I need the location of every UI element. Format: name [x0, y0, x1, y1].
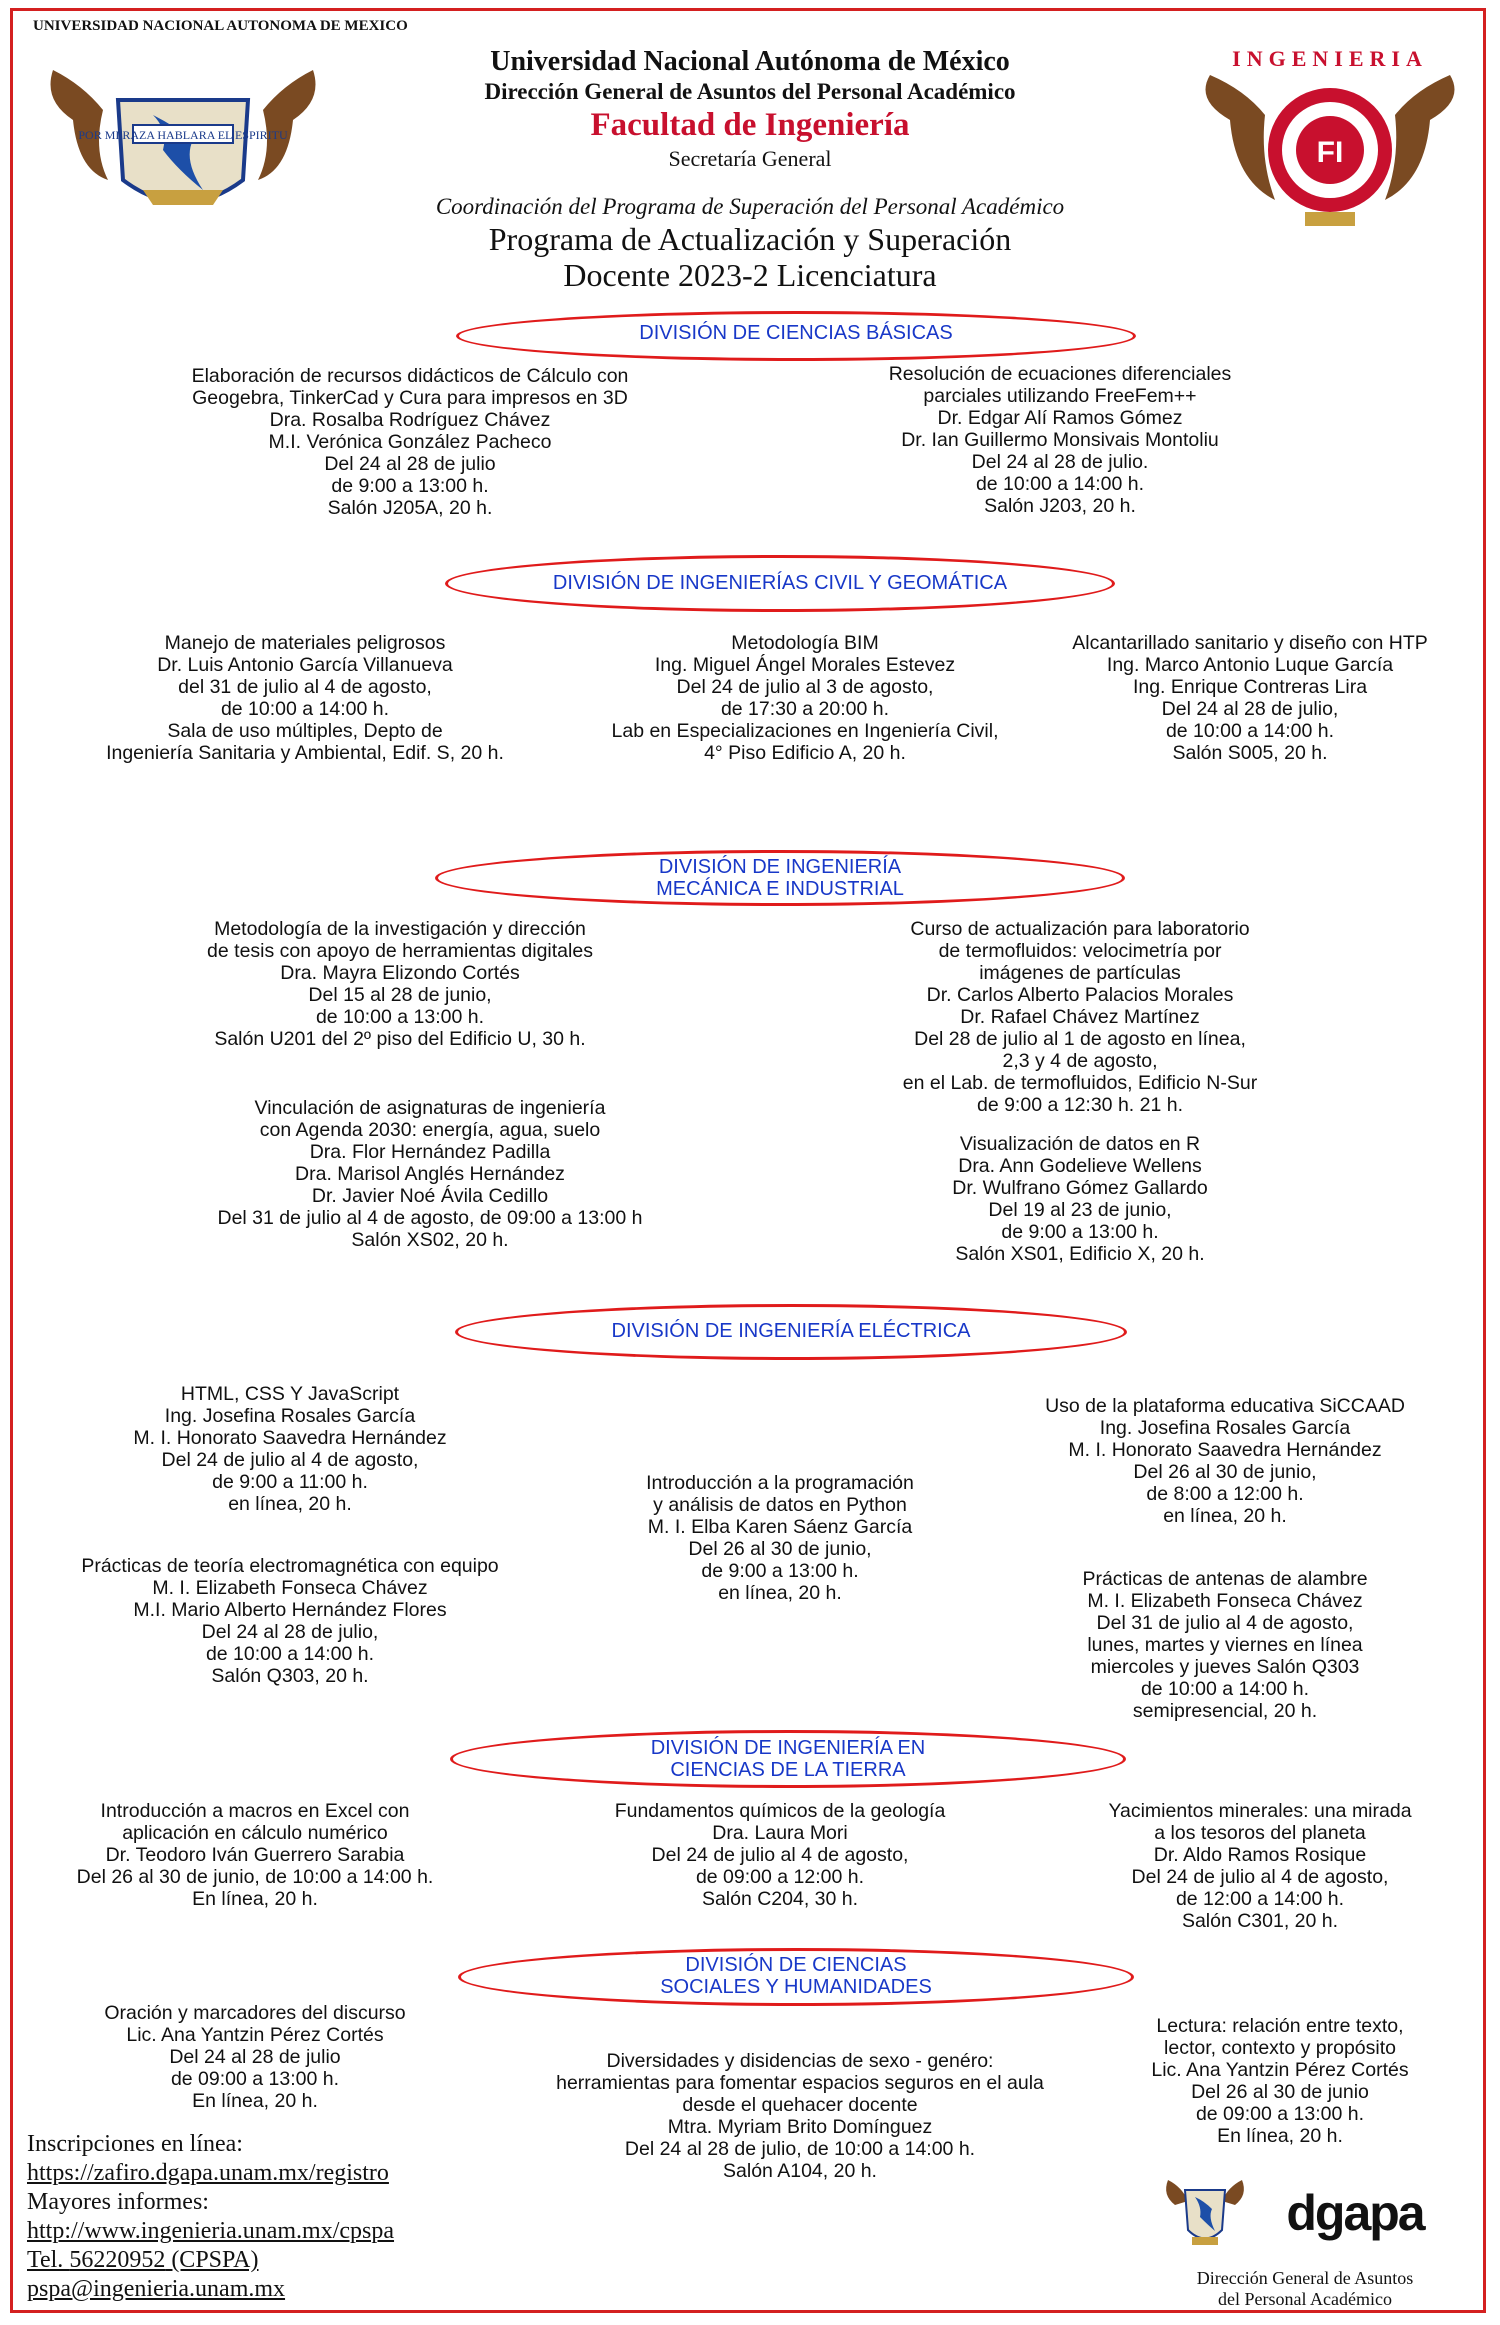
dgapa-logo-text: dgapa	[1286, 2185, 1424, 2241]
header	[360, 45, 1140, 293]
program-title-line1: Programa de Actualización y Superación	[488, 221, 1012, 257]
division-title: DIVISIÓN DE INGENIERÍA EN CIENCIAS DE LA TIERRA	[650, 1737, 926, 1781]
course-block: Resolución de ecuaciones diferenciales parciales utilizando FreeFem++ Dr. Edgar Alí Ramos Gómez Dr. Ian Guillermo Monsivais Montoliu Del 24 al 28 de julio. de 10:00 a 14:00 h. Salón J203, 20 h.	[888, 363, 1232, 517]
course-block: HTML, CSS Y JavaScript Ing. Josefina Rosales García M. I. Honorato Saavedra Hernández Del 24 de julio al 4 de agosto, de 9:00 a 11:00 h. en línea, 20 h.	[133, 1383, 447, 1515]
course-block: Oración y marcadores del discurso Lic. Ana Yantzin Pérez Cortés Del 24 al 28 de julio de 09:00 a 13:00 h. En línea, 20 h.	[104, 2002, 406, 2112]
registration-label: Inscripciones en línea:	[27, 2131, 243, 2157]
division-title: DIVISIÓN DE INGENIERÍA ELÉCTRICA	[611, 1320, 971, 1342]
unam-seal-small	[1160, 2165, 1250, 2260]
course-block: Introducción a la programación y análisis de datos en Python M. I. Elba Karen Sáenz García Del 26 al 30 de junio, de 9:00 a 13:00 h. en línea, 20 h.	[646, 1472, 914, 1604]
registration-link[interactable]: https://zafiro.dgapa.unam.mx/registro	[27, 2160, 389, 2186]
division-title: DIVISIÓN DE INGENIERÍAS CIVIL Y GEOMÁTICA	[552, 572, 1008, 594]
division-title: DIVISIÓN DE INGENIERÍA MECÁNICA E INDUSTRIAL	[656, 856, 904, 900]
course-block: Uso de la plataforma educativa SiCCAAD Ing. Josefina Rosales García M. I. Honorato Saavedra Hernández Del 26 al 30 de junio, de 8:00 a 12:00 h. en línea, 20 h.	[1045, 1395, 1405, 1527]
university-name: Universidad Nacional Autónoma de México	[490, 46, 1010, 77]
faculty-name: Facultad de Ingeniería	[590, 107, 910, 143]
course-block: Fundamentos químicos de la geología Dra. Laura Mori Del 24 de julio al 4 de agosto, de 09:00 a 12:00 h. Salón C204, 30 h.	[614, 1800, 946, 1910]
course-block: Metodología BIM Ing. Miguel Ángel Morales Estevez Del 24 de julio al 3 de agosto, de 17:30 a 20:00 h. Lab en Especializaciones en Ingeniería Civil, 4° Piso Edificio A, 20 h.	[611, 632, 999, 764]
course-block: Vinculación de asignaturas de ingeniería con Agenda 2030: energía, agua, suelo Dra. Flor Hernández Padilla Dra. Marisol Anglés Hernández Dr. Javier Noé Ávila Cedillo Del 31 de julio al 4 de agosto, de 09:00 a 13:00 h Salón XS02, 20 h.	[217, 1097, 643, 1251]
phone-line: Tel. 56220952 (CPSPA)	[27, 2247, 259, 2273]
info-label: Mayores informes:	[27, 2189, 209, 2215]
dgapa-caption: Dirección General de Asuntos del Personal Académico	[1196, 2268, 1414, 2309]
course-block: Manejo de materiales peligrosos Dr. Luis Antonio García Villanueva del 31 de julio al 4 de agosto, de 10:00 a 14:00 h. Sala de uso múltiples, Depto de Ingeniería Sanitaria y Ambiental, Edif. S, 20 h.	[106, 632, 504, 764]
course-block: Alcantarillado sanitario y diseño con HTP Ing. Marco Antonio Luque García Ing. Enrique Contreras Lira Del 24 al 28 de julio, de 10:00 a 14:00 h. Salón S005, 20 h.	[1072, 632, 1428, 764]
fi-logo-text: INGENIERIA	[1232, 46, 1428, 71]
course-block: Curso de actualización para laboratorio de termofluidos: velocimetría por imágenes de partículas Dr. Carlos Alberto Palacios Morales Dr. Rafael Chávez Martínez Del 28 de julio al 1 de agosto en línea, 2,3 y 4 de agosto, en el Lab. de termofluidos, Edificio N-Sur de 9:00 a 12:30 h. 21 h.	[902, 918, 1258, 1116]
unam-logo-text: UNIVERSIDAD NACIONAL AUTONOMA DE MEXICO	[33, 18, 408, 34]
course-block: Elaboración de recursos didácticos de Cálculo con Geogebra, TinkerCad y Cura para impresos en 3D Dra. Rosalba Rodríguez Chávez M.I. Verónica González Pacheco Del 24 al 28 de julio de 9:00 a 13:00 h. Salón J205A, 20 h.	[191, 365, 629, 519]
course-block: Diversidades y disidencias de sexo - genéro: herramientas para fomentar espacios seguros en el aula desde el quehacer docente Mtra. Myriam Brito Domínguez Del 24 al 28 de julio, de 10:00 a 14:00 h. Salón A104, 20 h.	[556, 2050, 1044, 2182]
secretariat-name: Secretaría General	[668, 146, 832, 171]
division-title: DIVISIÓN DE CIENCIAS BÁSICAS	[639, 322, 953, 344]
dgapa-logo	[1255, 2180, 1455, 2250]
course-block: Introducción a macros en Excel con aplicación en cálculo numérico Dr. Teodoro Iván Guerrero Sarabia Del 26 al 30 de junio, de 10:00 a 14:00 h. En línea, 20 h.	[76, 1800, 434, 1910]
unam-motto: POR MI RAZA HABLARA EL ESPIRITU	[78, 128, 288, 142]
coordination-name: Coordinación del Programa de Superación del Personal Académico	[435, 194, 1065, 219]
direction-name: Dirección General de Asuntos del Personal Académico	[484, 79, 1016, 104]
course-block: Prácticas de antenas de alambre M. I. Elizabeth Fonseca Chávez Del 31 de julio al 4 de agosto, lunes, martes y viernes en línea miercoles y jueves Salón Q303 de 10:00 a 14:00 h. semipresencial, 20 h.	[1082, 1568, 1368, 1722]
email-link[interactable]: pspa@ingenieria.unam.mx	[27, 2276, 286, 2302]
course-block: Yacimientos minerales: una mirada a los tesoros del planeta Dr. Aldo Ramos Rosique Del 24 de julio al 4 de agosto, de 12:00 a 14:00 h. Salón C301, 20 h.	[1108, 1800, 1412, 1932]
program-title-line2: Docente 2023-2 Licenciatura	[563, 257, 937, 293]
fi-logo	[1190, 30, 1470, 240]
unam-logo	[33, 18, 408, 230]
info-link[interactable]: http://www.ingenieria.unam.mx/cpspa	[27, 2218, 395, 2244]
division-title: DIVISIÓN DE CIENCIAS SOCIALES Y HUMANIDADES	[660, 1954, 932, 1998]
contact-info	[27, 2130, 394, 2304]
course-block: Prácticas de teoría electromagnética con equipo M. I. Elizabeth Fonseca Chávez M.I. Mario Alberto Hernández Flores Del 24 al 28 de julio, de 10:00 a 14:00 h. Salón Q303, 20 h.	[81, 1555, 499, 1687]
course-block: Metodología de la investigación y dirección de tesis con apoyo de herramientas digitales Dra. Mayra Elizondo Cortés Del 15 al 28 de junio, de 10:00 a 13:00 h. Salón U201 del 2º piso del Edificio U, 30 h.	[207, 918, 593, 1050]
fi-letters: FI	[1316, 136, 1344, 169]
course-block: Lectura: relación entre texto, lector, contexto y propósito Lic. Ana Yantzin Pérez Cortés Del 26 al 30 de junio de 09:00 a 13:00 h. En línea, 20 h.	[1151, 2015, 1409, 2147]
course-block: Visualización de datos en R Dra. Ann Godelieve Wellens Dr. Wulfrano Gómez Gallardo Del 19 al 23 de junio, de 9:00 a 13:00 h. Salón XS01, Edificio X, 20 h.	[952, 1133, 1208, 1265]
